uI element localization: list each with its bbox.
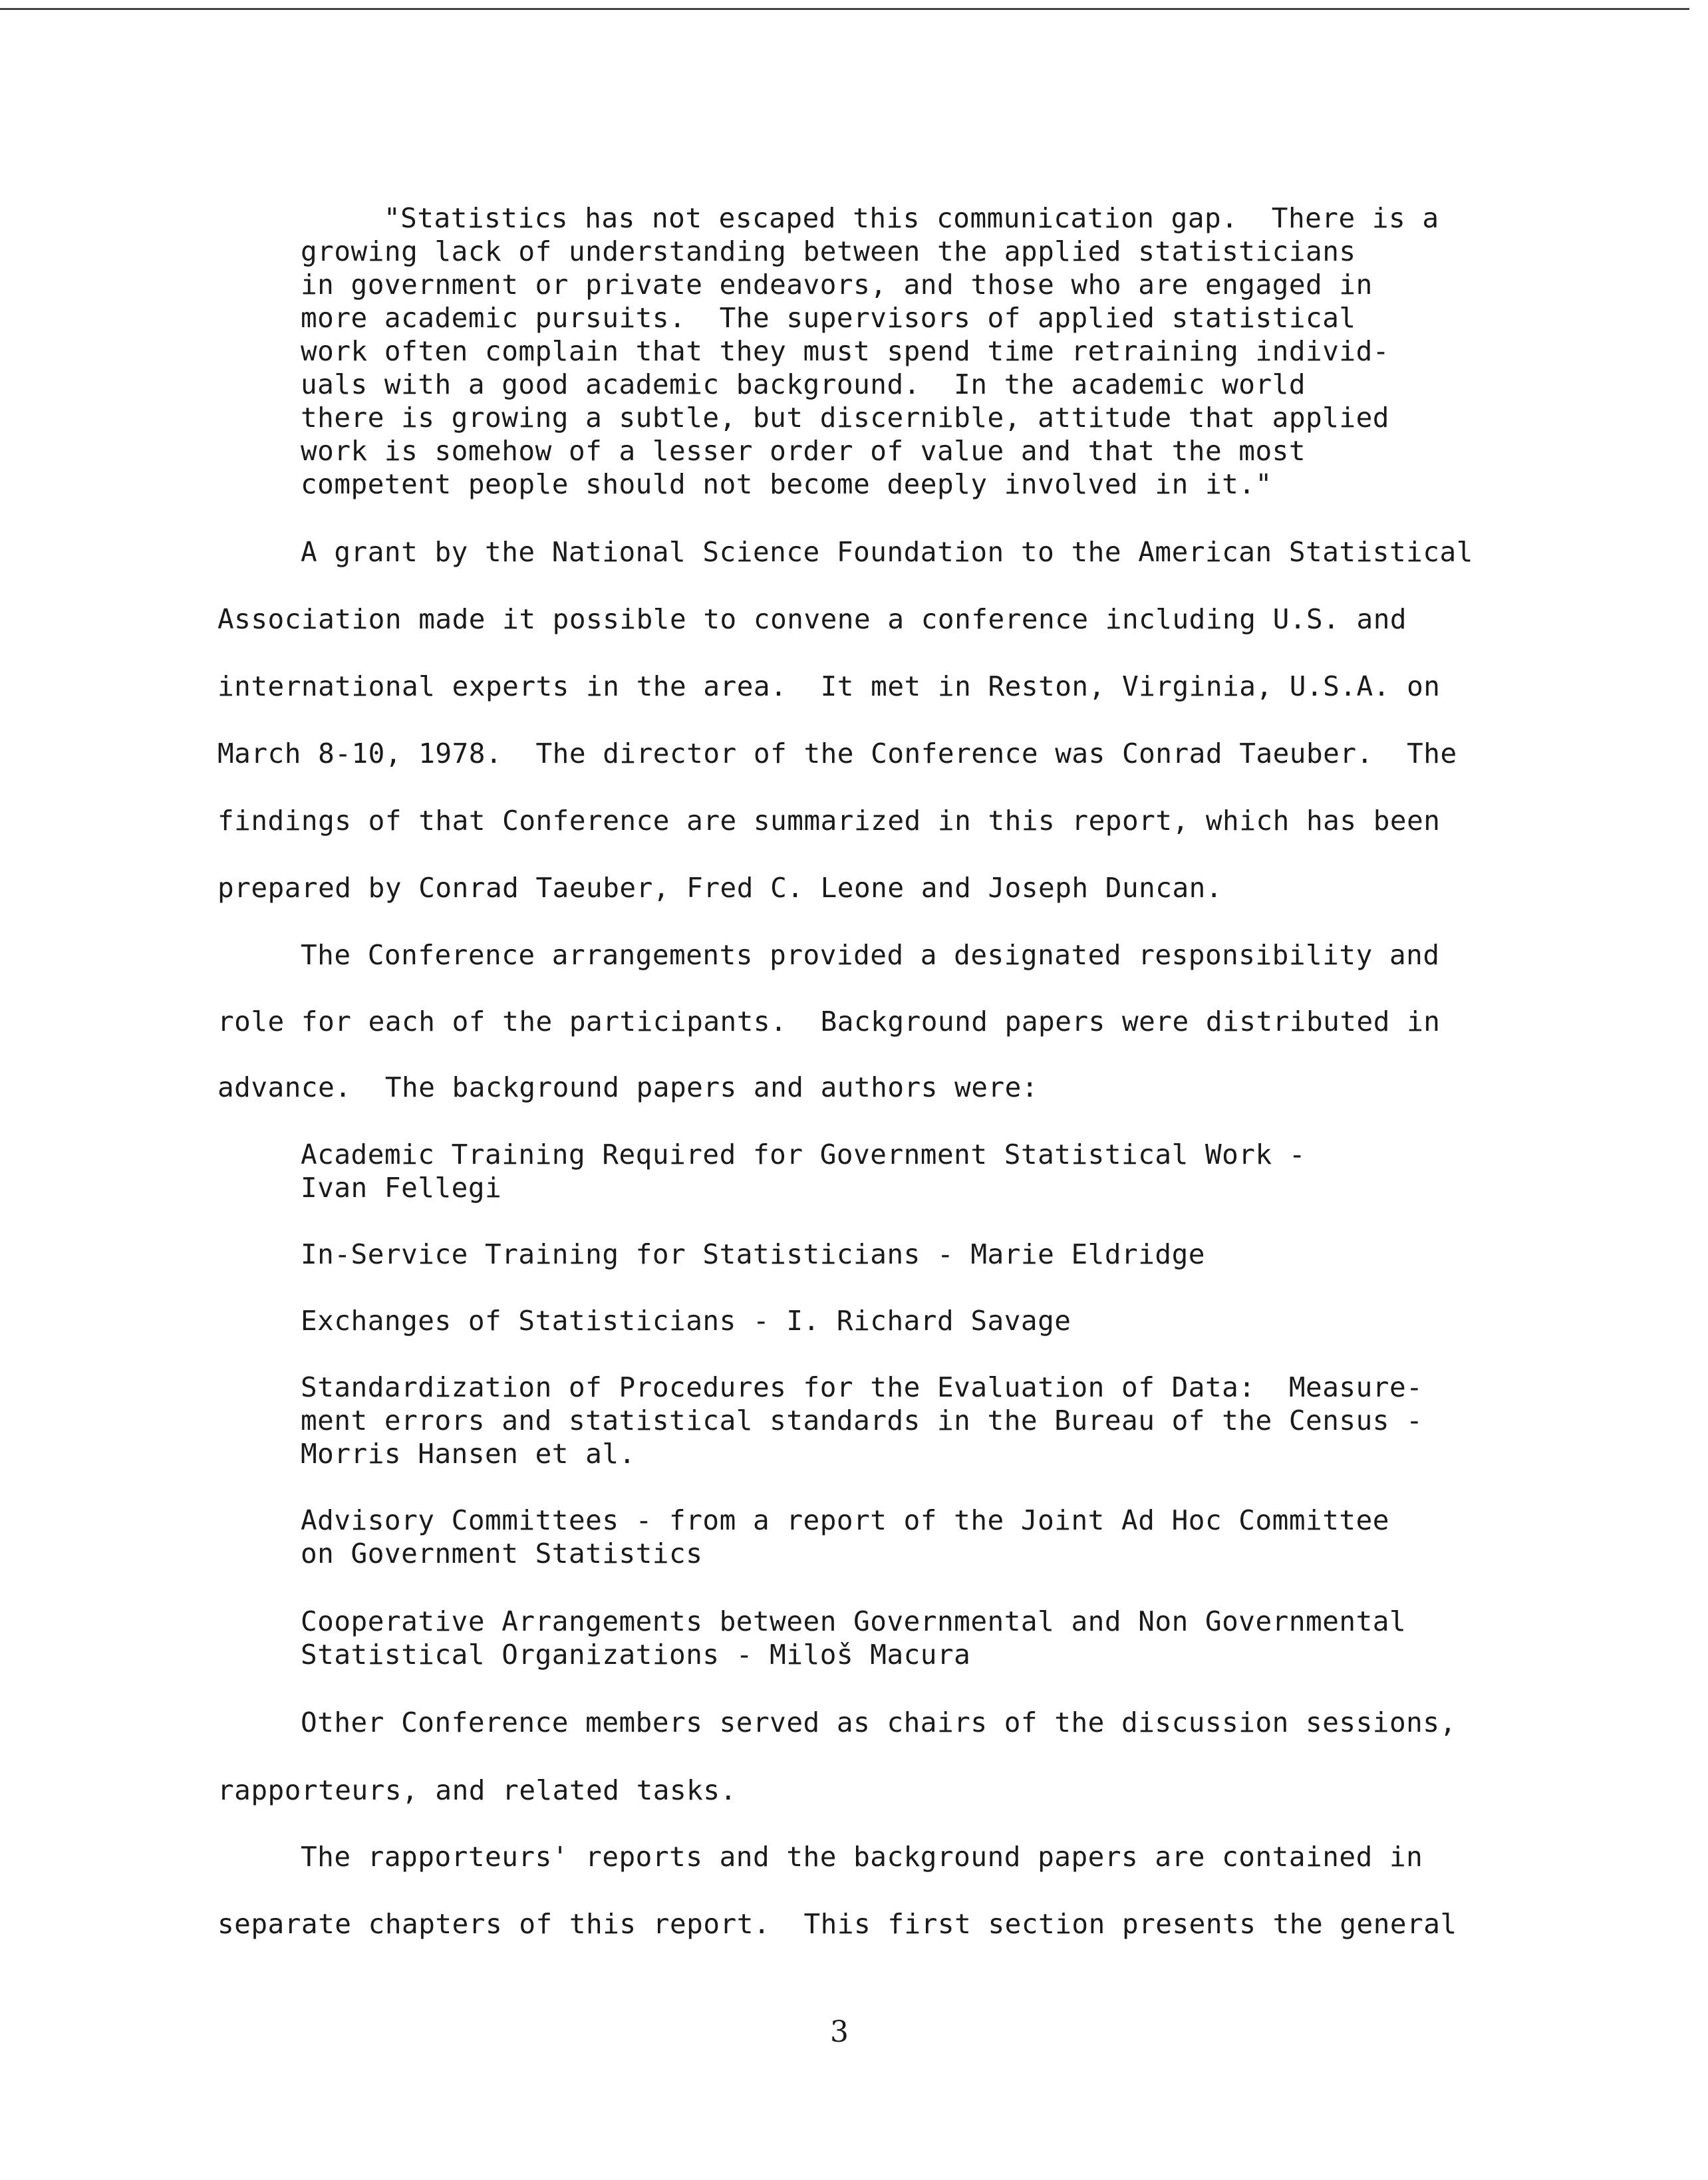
paragraph-line: international experts in the area. It met in Reston, Virginia, U.S.A. on <box>217 670 1441 702</box>
paragraph-line: prepared by Conrad Taeuber, Fred C. Leone and Joseph Duncan. <box>217 872 1223 904</box>
list-item-line: ment errors and statistical standards in the Bureau of the Census - <box>301 1405 1423 1436</box>
list-item-line: on Government Statistics <box>301 1538 703 1569</box>
quote-line: "Statistics has not escaped this communication gap. There is a <box>384 202 1439 234</box>
quote-line: more academic pursuits. The supervisors of applied statistical <box>301 302 1356 334</box>
list-item-line: Morris Hansen et al. <box>301 1438 636 1470</box>
page-number: 3 <box>830 2015 849 2049</box>
list-item-line: Exchanges of Statisticians - I. Richard Savage <box>301 1305 1071 1337</box>
quote-line: work is somehow of a lesser order of value and that the most <box>301 435 1306 467</box>
paragraph-line: Association made it possible to convene a conference including U.S. and <box>217 603 1407 635</box>
quote-line: competent people should not become deeply involved in it." <box>301 468 1272 500</box>
paragraph-line: findings of that Conference are summarized in this report, which has been <box>217 805 1441 837</box>
quote-line: work often complain that they must spend time retraining individ- <box>301 335 1389 367</box>
list-item-line: Standardization of Procedures for the Evaluation of Data: Measure- <box>301 1371 1423 1403</box>
paragraph-line: Other Conference members served as chairs of the discussion sessions, <box>301 1706 1457 1738</box>
list-item-line: Ivan Fellegi <box>301 1172 502 1204</box>
paragraph-line: March 8-10, 1978. The director of the Conference was Conrad Taeuber. The <box>217 738 1457 769</box>
paragraph-line: A grant by the National Science Foundation to the American Statistical <box>301 536 1473 568</box>
quote-line: there is growing a subtle, but discernible, attitude that applied <box>301 402 1389 434</box>
list-item-line: Academic Training Required for Government Statistical Work - <box>301 1139 1306 1170</box>
quote-line: uals with a good academic background. In the academic world <box>301 368 1306 400</box>
list-item-line: In-Service Training for Statisticians - Marie Eldridge <box>301 1238 1205 1270</box>
paragraph-line: separate chapters of this report. This first section presents the general <box>217 1908 1457 1940</box>
list-item-line: Cooperative Arrangements between Governmental and Non Governmental <box>301 1605 1407 1637</box>
paragraph-line: role for each of the participants. Background papers were distributed in <box>217 1006 1441 1037</box>
paragraph-line: The Conference arrangements provided a designated responsibility and <box>301 939 1440 971</box>
paragraph-line: advance. The background papers and authors were: <box>217 1071 1039 1103</box>
paragraph-line: rapporteurs, and related tasks. <box>217 1774 737 1806</box>
top-rule <box>0 8 1689 10</box>
paragraph-line: The rapporteurs' reports and the background papers are contained in <box>301 1841 1423 1873</box>
list-item-line: Advisory Committees - from a report of the Joint Ad Hoc Committee <box>301 1504 1389 1536</box>
quote-line: growing lack of understanding between the applied statisticians <box>301 235 1356 267</box>
list-item-line: Statistical Organizations - Miloš Macura <box>301 1639 971 1671</box>
quote-line: in government or private endeavors, and those who are engaged in <box>301 269 1373 301</box>
